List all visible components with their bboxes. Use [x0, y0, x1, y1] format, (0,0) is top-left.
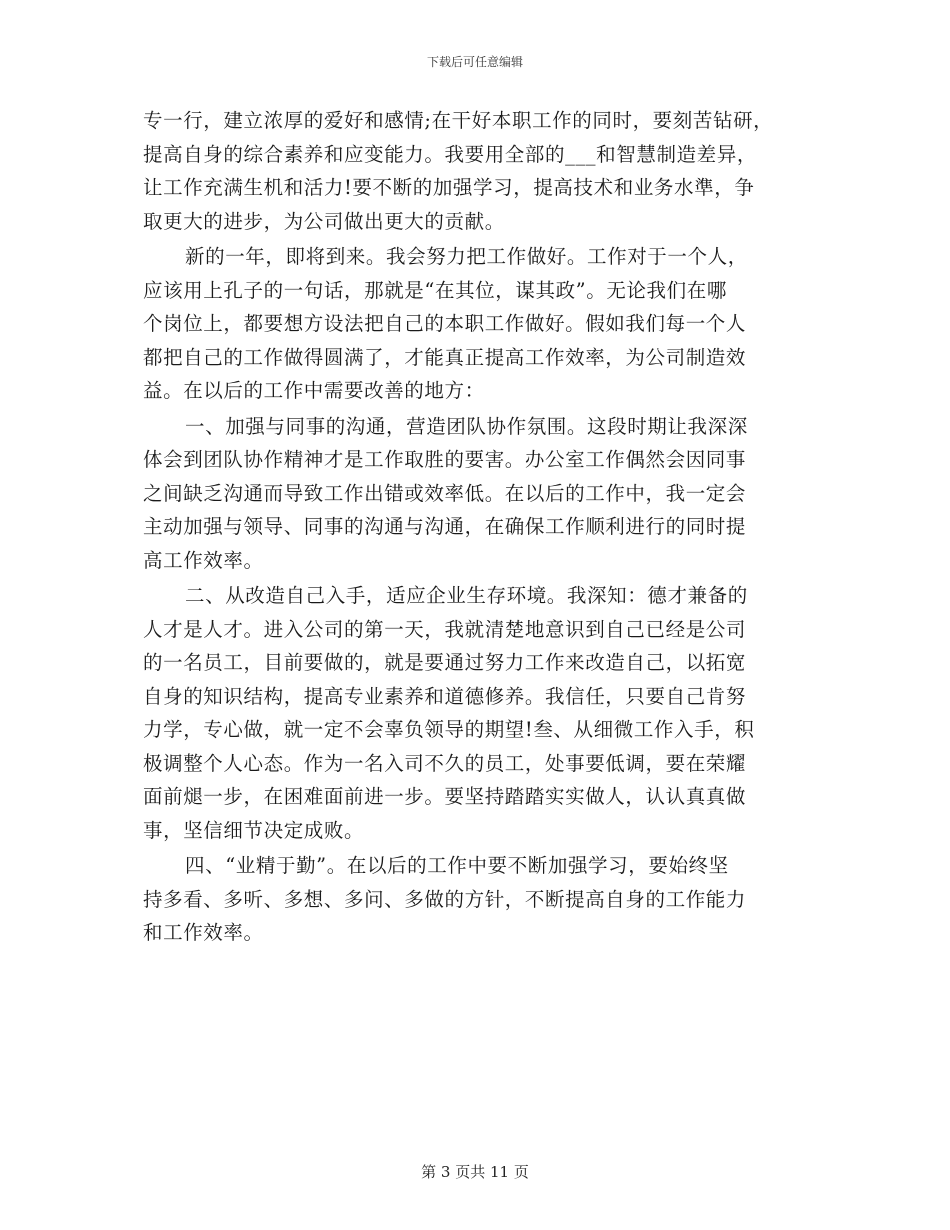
text-line: 取更大的进步，为公司做出更大的贡献。: [143, 209, 505, 233]
text-line: 高工作效率。: [143, 548, 264, 572]
text-line: 体会到团队协作精神才是工作取胜的要害。办公室工作偶然会因同事: [143, 448, 747, 471]
text-line: 持多看、多听、多想、多问、多做的方针，不断提高自身的工作能力: [143, 887, 747, 911]
text-line: 极调整个人心态。作为一名入司不久的员工，处事要低调，要在荣耀: [143, 751, 747, 775]
text-line: 益。在以后的工作中需要改善的地方：: [143, 379, 485, 402]
text-line: 自身的知识结构，提高专业素养和道德修养。我信任，只要自己肯努: [143, 684, 747, 708]
paragraph-4: [143, 579, 807, 847]
paragraph-5: [143, 849, 807, 950]
text-line: 个岗位上，都要想方设法把自己的本职工作做好。假如我们每一个人: [143, 312, 747, 335]
page-number: 第 3 页共 11 页: [421, 1163, 529, 1181]
text-line: 都把自己的工作做得圆满了，才能真正提高工作效率，为公司制造效: [143, 345, 747, 369]
text-line: 专一行，建立浓厚的爱好和感情;在干好本职工作的同时，要刻苦钻研，: [143, 109, 774, 132]
text-line: 面前煺一步，在困难面前进一步。要坚持踏踏实实做人，认认真真做: [143, 785, 747, 808]
text-line: 人才是人才。进入公司的第一天，我就清楚地意识到自己已经是公司: [143, 617, 747, 641]
text-line: 之间缺乏沟通而导致工作出错或效率低。在以后的工作中，我一定会: [143, 481, 747, 505]
paragraph-3: [143, 410, 807, 578]
text-line: 提高自身的综合素养和应变能力。我要用全部的___和智慧制造差异，: [143, 142, 757, 166]
text-line: 新的一年，即将到来。我会努力把工作做好。工作对于一个人，: [185, 245, 748, 268]
paragraph-2: [143, 240, 807, 408]
text-line: 事，坚信细节决定成败。: [143, 818, 365, 842]
text-line: 力学，专心做，就一定不会辜负领导的期望!叁、从细微工作入手，积: [143, 718, 755, 741]
text-line: 四、“业精于勤”。在以后的工作中要不断加强学习，要始终坚: [185, 854, 729, 877]
text-line: 应该用上孔子的一句话，那就是“在其位，谋其政”。无论我们在哪: [143, 278, 727, 302]
document-body: [143, 104, 807, 950]
text-line: 二、从改造自己入手，适应企业生存环境。我深知：德才兼备的: [185, 584, 748, 607]
text-line: 和工作效率。: [143, 921, 264, 944]
text-line: 让工作充满生机和活力!要不断的加强学习，提高技术和业务水準，争: [143, 176, 755, 199]
text-line: 一、加强与同事的沟通，营造团队协作氛围。这段时期让我深深: [185, 414, 748, 438]
text-line: 的一名员工，目前要做的，就是要通过努力工作来改造自己，以拓宽: [143, 651, 747, 674]
page-header-note: 下载后可任意编辑: [426, 55, 523, 69]
text-line: 主动加强与领导、同事的沟通与沟通，在确保工作顺利进行的同时提: [143, 515, 747, 538]
paragraph-1: [143, 104, 807, 238]
